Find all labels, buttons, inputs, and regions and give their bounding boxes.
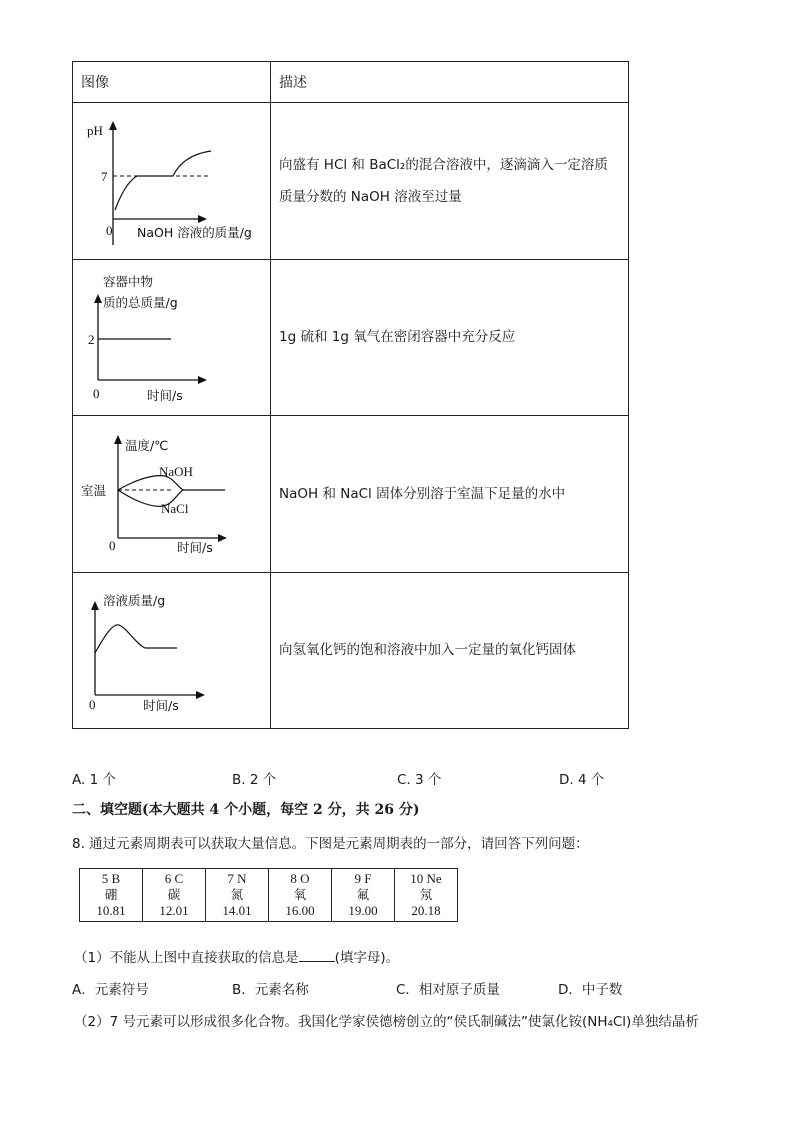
temperature-graph: [73, 416, 271, 571]
table-header-row: [73, 62, 629, 103]
ph-x-label: NaOH 溶液的质量/g: [137, 225, 252, 241]
header-description: 描述: [271, 62, 629, 103]
solution-origin: 0: [89, 696, 96, 712]
answer-blank[interactable]: [299, 947, 335, 962]
element-name: 氟: [356, 887, 370, 902]
graph-cell-mass: [73, 259, 271, 415]
mass-tick-2: 2: [88, 331, 95, 347]
mass-x-label: 时间/s: [147, 387, 183, 403]
sub-question-2: （2）7 号元素可以形成很多化合物。我国化学家侯德榜创立的“侯氏制碱法”使氯化铵(NH₄Cl)单独结晶析: [74, 1014, 699, 1030]
element-number-symbol: 8 O: [290, 871, 310, 886]
mass-y-label-2: 质的总质量/g: [103, 294, 178, 310]
graph-cell-ph: [73, 103, 271, 259]
choice-d[interactable]: D．中子数: [558, 982, 623, 998]
choice-c[interactable]: C．相对原子质量: [396, 982, 500, 998]
curve-label-nacl: NaCl: [161, 501, 189, 517]
section-title: 二、填空题(本大题共 4 个小题，每空 2 分，共 26 分): [72, 802, 420, 818]
ph-tick-7: 7: [101, 169, 108, 185]
description-2: 1g 硫和 1g 氧气在密闭容器中充分反应: [271, 259, 629, 415]
temp-room-temp: 室温: [81, 483, 107, 499]
element-number-symbol: 6 C: [164, 871, 184, 886]
ph-axis-label: pH: [87, 123, 103, 139]
table-row: [73, 572, 629, 728]
ph-origin: 0: [106, 223, 113, 239]
header-image: 图像: [73, 62, 271, 103]
sub1-suffix: (填字母)。: [334, 950, 400, 966]
ph-graph: [73, 103, 271, 258]
element-cell: [143, 869, 206, 922]
option-c[interactable]: C. 3 个: [397, 772, 442, 788]
solution-mass-graph: [73, 573, 271, 728]
sub-question-1: [74, 946, 399, 966]
description-1: 向盛有 HCl 和 BaCl₂的混合溶液中，逐滴滴入一定溶质质量分数的 NaOH 溶液至过量: [271, 103, 629, 259]
description-4: 向氢氧化钙的饱和溶液中加入一定量的氧化钙固体: [271, 572, 629, 728]
element-name: 氧: [293, 887, 307, 902]
temp-x-label: 时间/s: [177, 540, 213, 556]
element-mass: 20.18: [411, 903, 441, 918]
element-cell: [80, 869, 143, 922]
table-row: [73, 103, 629, 259]
choice-b[interactable]: B．元素名称: [232, 982, 309, 998]
question-8-stem: 8. 通过元素周期表可以获取大量信息。下图是元素周期表的一部分，请回答下列问题：: [72, 836, 589, 852]
element-mass: 14.01: [222, 903, 252, 918]
temp-y-label: 温度/℃: [125, 438, 169, 454]
element-number-symbol: 5 B: [101, 871, 121, 886]
option-d[interactable]: D. 4 个: [559, 772, 605, 788]
element-cell: [206, 869, 269, 922]
element-mass: 10.81: [96, 903, 126, 918]
element-mass: 16.00: [285, 903, 315, 918]
sub1-prefix: （1）不能从上图中直接获取的信息是: [74, 950, 299, 966]
question-table: [72, 61, 629, 729]
element-name: 硼: [104, 887, 118, 902]
element-number-symbol: 10 Ne: [410, 871, 442, 886]
element-number-symbol: 7 N: [227, 871, 247, 886]
mass-y-label-1: 容器中物: [103, 273, 154, 289]
periodic-table-fragment: [79, 868, 458, 922]
temp-origin: 0: [109, 538, 116, 554]
element-name: 氖: [419, 887, 433, 902]
solution-x-label: 时间/s: [143, 697, 179, 713]
element-name: 碳: [167, 887, 181, 902]
element-cell: [395, 869, 458, 922]
element-cell: [332, 869, 395, 922]
graph-cell-temp: [73, 416, 271, 572]
option-b[interactable]: B. 2 个: [232, 772, 277, 788]
mass-graph: [73, 260, 271, 415]
element-mass: 12.01: [159, 903, 189, 918]
graph-cell-solution: [73, 572, 271, 728]
description-3: NaOH 和 NaCl 固体分别溶于室温下足量的水中: [271, 416, 629, 572]
element-mass: 19.00: [348, 903, 378, 918]
mass-origin: 0: [93, 385, 100, 401]
element-cell: [269, 869, 332, 922]
element-name: 氮: [230, 887, 244, 902]
table-row: [73, 416, 629, 572]
table-row: [73, 259, 629, 415]
solution-y-label: 溶液质量/g: [103, 592, 166, 608]
curve-label-naoh: NaOH: [159, 464, 193, 480]
element-number-symbol: 9 F: [354, 871, 372, 886]
option-a[interactable]: A. 1 个: [72, 772, 116, 788]
choice-a[interactable]: A．元素符号: [72, 982, 149, 998]
